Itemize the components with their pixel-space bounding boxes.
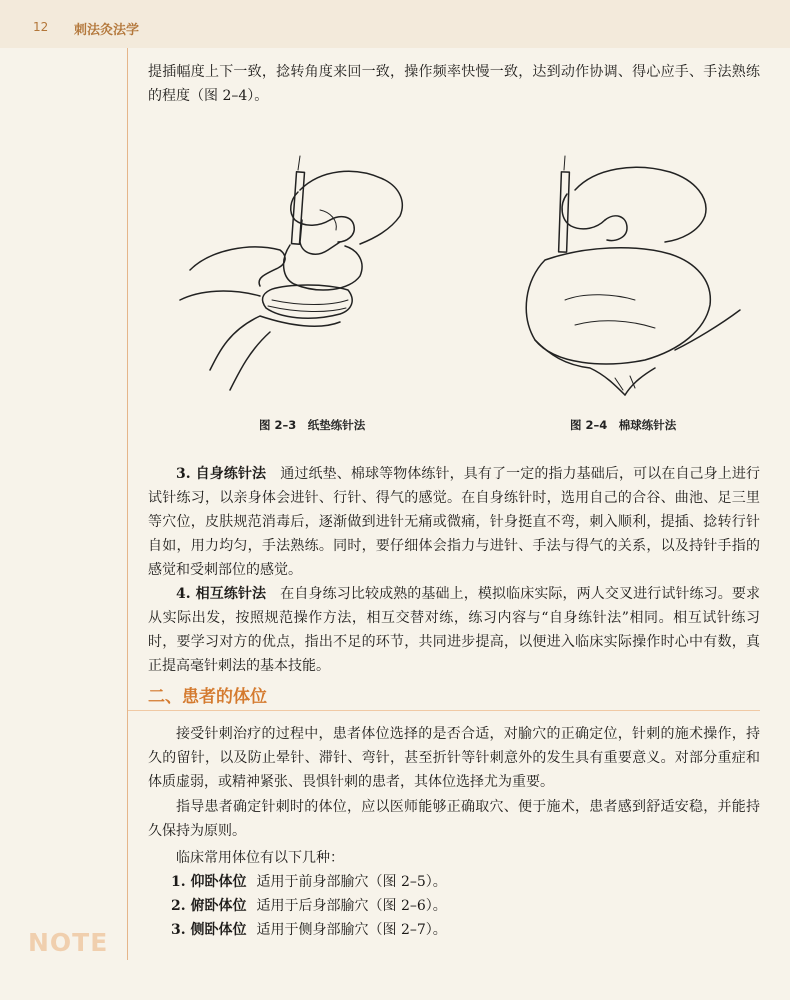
section-divider: [128, 710, 760, 711]
paper-pad-illustration: [170, 150, 410, 400]
posture-label: 3. 侧卧体位: [171, 922, 247, 938]
posture-desc: 适用于前身部腧穴（图 2–5）。: [256, 874, 447, 890]
posture-item: [171, 870, 447, 894]
self-practice-body: 通过纸垫、棉球等物体练针，具有了一定的指力基础后，可以在自己身上进行试针练习，以亲身体会进针、行针、得气的感觉。在自身练针时，选用自己的合谷、曲池、足三里等穴位，皮肤规范消毒后，逐渐做到进针无痛或微痛，针身挺直不弯，刺入顺利，提插、捻转行针自如，用力均匀，手法熟练。同时，要仔细体会指力与进针、手法与得气的关系，以及持针手指的感觉和受刺部位的感觉。: [148, 466, 761, 578]
posture-item: [171, 918, 447, 942]
posture-label: 1. 仰卧体位: [171, 874, 247, 890]
position-paragraph-2: 指导患者确定针刺时的体位，应以医师能够正确取穴、便于施术，患者感到舒适安稳，并能持久保持为原则。: [148, 799, 760, 839]
note-margin-mark: NOTE: [28, 928, 109, 957]
running-title: 刺法灸法学: [74, 23, 140, 38]
intro-paragraph: 提插幅度上下一致，捻转角度来回一致，操作频率快慢一致，达到动作协调、得心应手、手法熟练的程度（图 2–4）。: [148, 64, 760, 104]
self-practice-heading: 3. 自身练针法: [176, 466, 267, 482]
margin-rule: [127, 48, 128, 960]
mutual-practice-heading: 4. 相互练针法: [176, 586, 267, 602]
posture-desc: 适用于后身部腧穴（图 2–6）。: [256, 898, 447, 914]
position-paragraph-1: 接受针刺治疗的过程中，患者体位选择的是否合适，对腧穴的正确定位，针刺的施术操作，持久的留针，以及防止晕针、滞针、弯针，甚至折针等针刺意外的发生具有重要意义。对部分重症和体质虚弱，或精神紧张、畏惧针刺的患者，其体位选择尤为重要。: [148, 726, 760, 790]
page-number: 12: [33, 20, 49, 34]
mutual-practice-paragraph: [148, 582, 760, 678]
section-title: 二、患者的体位: [148, 687, 267, 707]
position-paragraph-3: 临床常用体位有以下几种：: [176, 850, 344, 866]
posture-desc: 适用于侧身部腧穴（图 2–7）。: [256, 922, 447, 938]
posture-label: 2. 俯卧体位: [171, 898, 247, 914]
mutual-practice-body: 在自身练习比较成熟的基础上，模拟临床实际，两人交叉进行试针练习。要求从实际出发，按照规范操作方法，相互交替对练，练习内容与“自身练针法”相同。相互试针练习时，要学习对方的优点，指出不足的环节，共同进步提高，以便进入临床实际操作时心中有数，真正提高毫针刺法的基本技能。: [148, 586, 761, 674]
figure-2-4-caption: 图 2–4 棉球练针法: [570, 418, 677, 432]
posture-item: [171, 894, 447, 918]
figure-2-3-caption: 图 2–3 纸垫练针法: [259, 418, 366, 432]
self-practice-paragraph: [148, 462, 760, 582]
cotton-ball-illustration: [505, 150, 745, 400]
